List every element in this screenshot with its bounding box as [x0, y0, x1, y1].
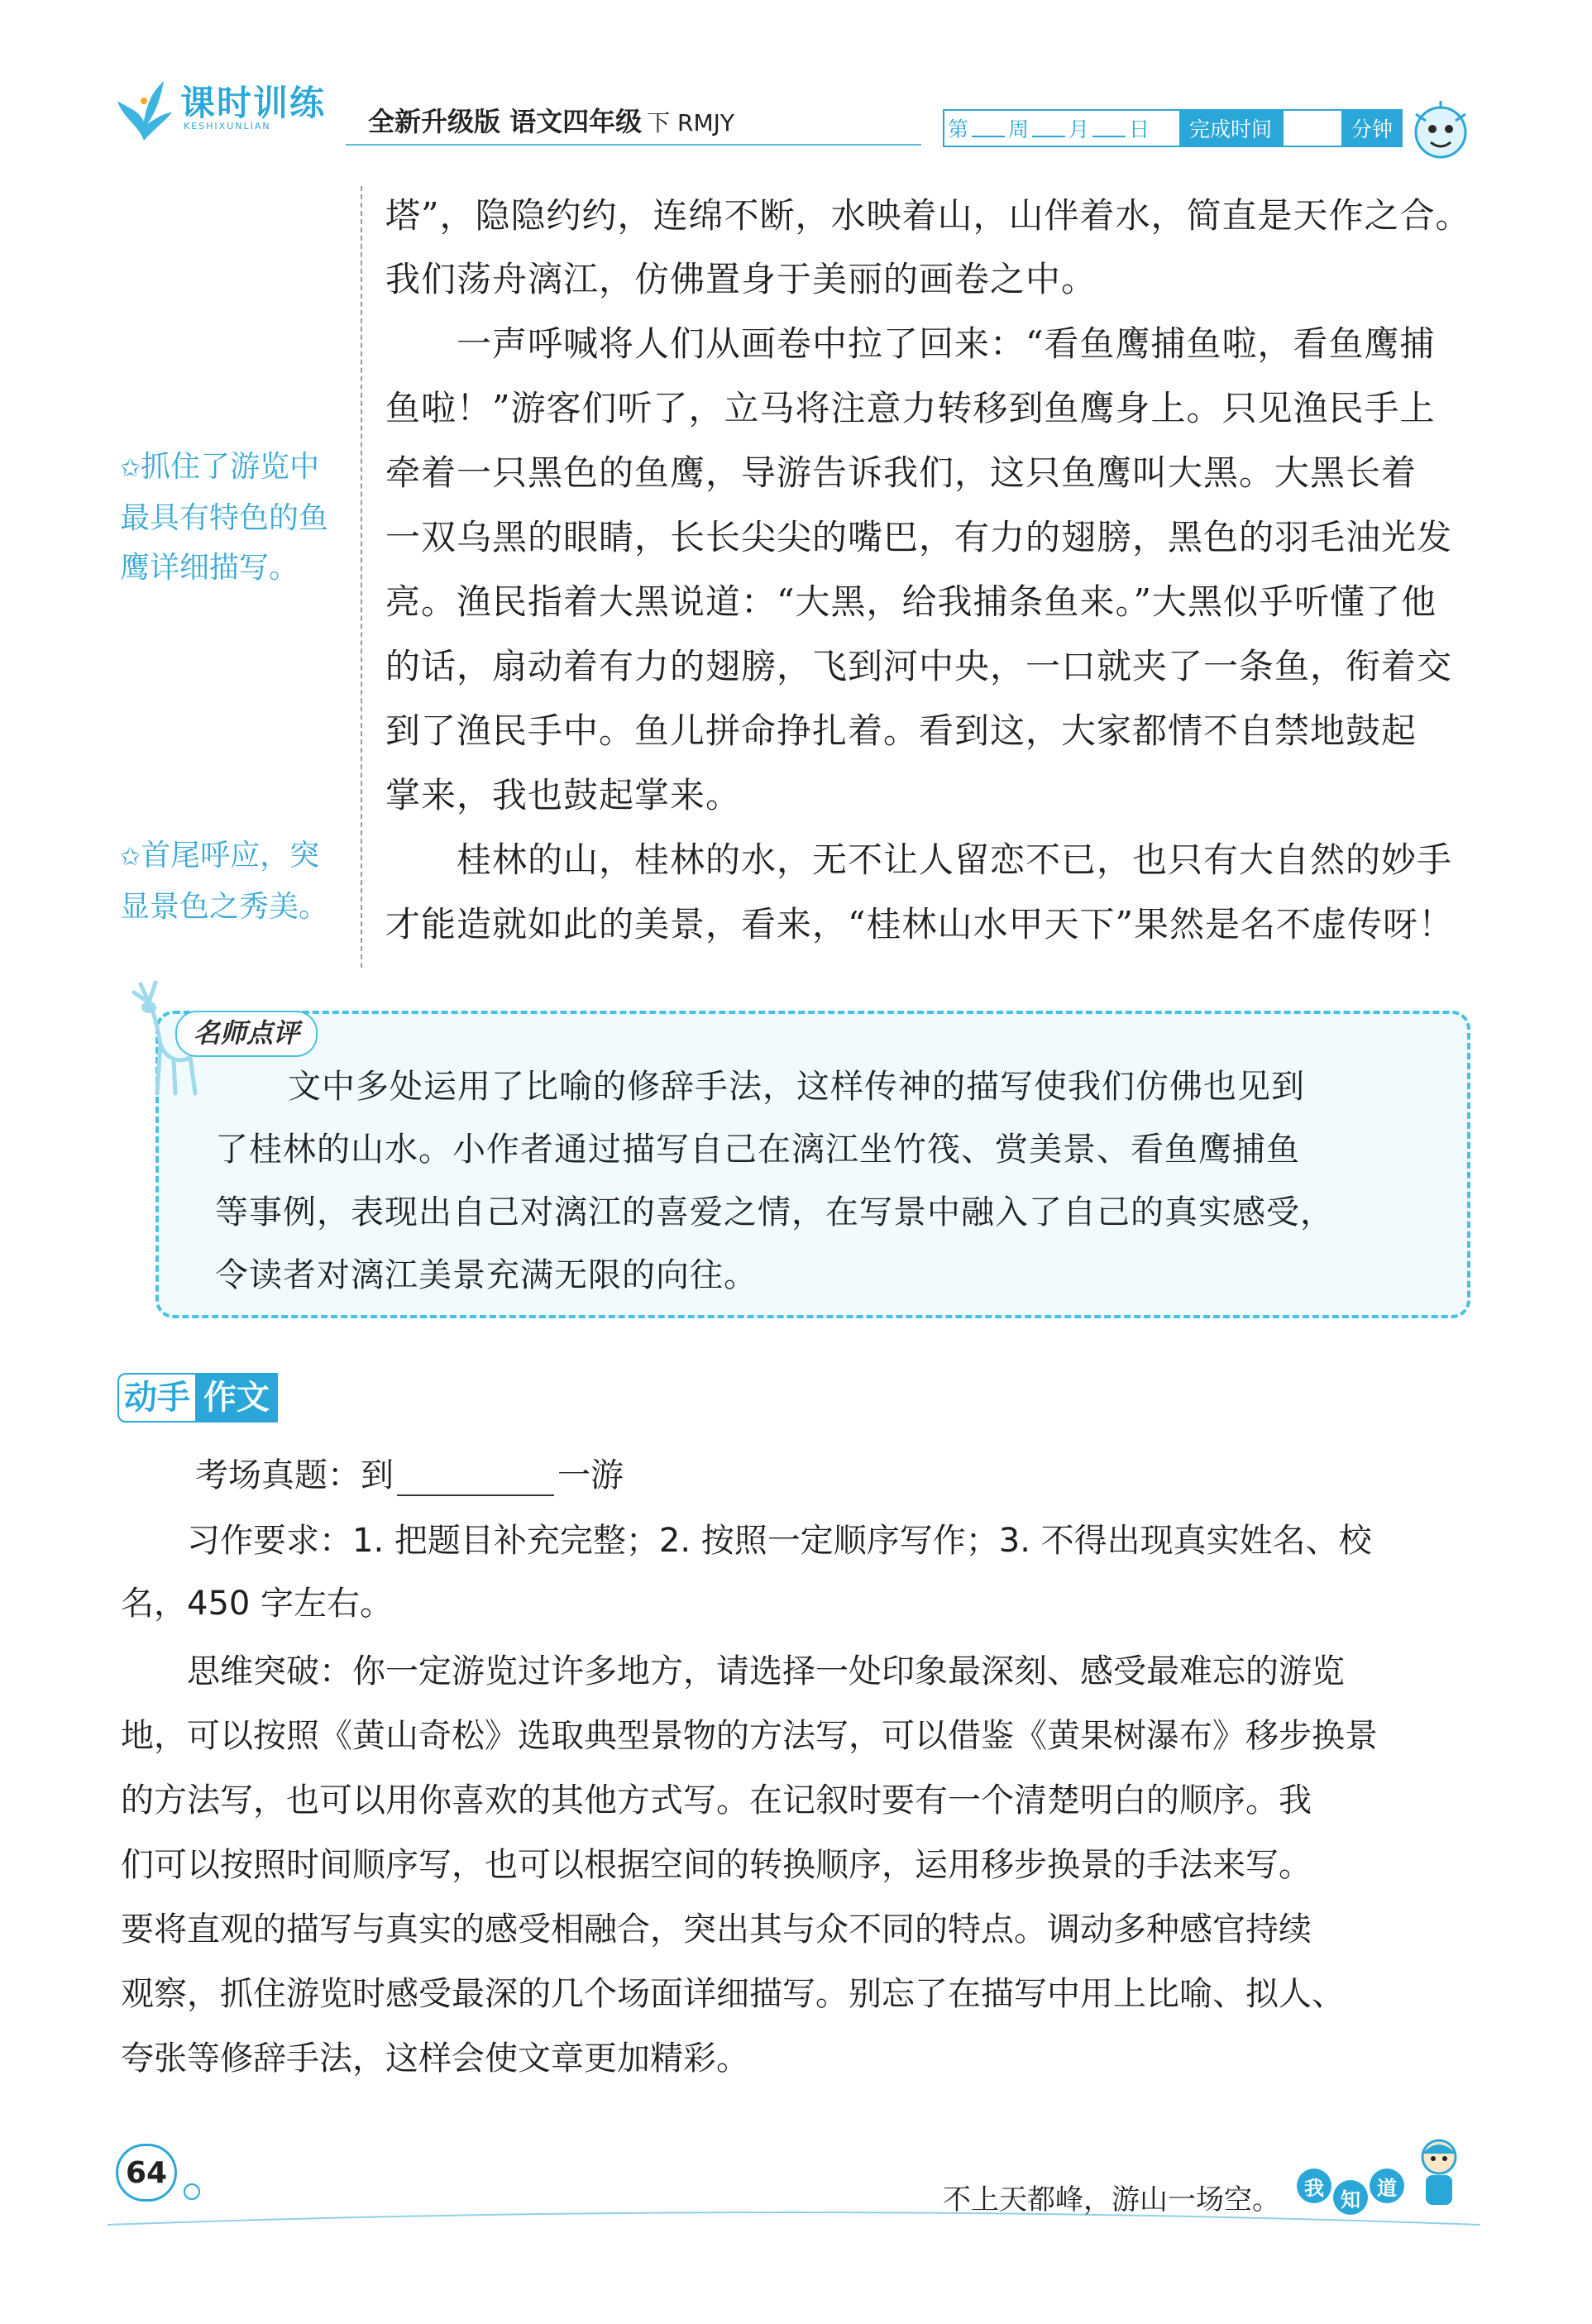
finish-time-blank[interactable]: [1282, 111, 1343, 146]
body-line: 桂林的山，桂林的水，无不让人留恋不已，也只有大自然的妙手: [385, 839, 1453, 880]
margin-note: [120, 831, 356, 932]
body-line: 塔”，隐隐约约，连绵不断，水映着山，山伴着水，简直是天作之合。: [385, 195, 1471, 236]
page-dot-icon: [184, 2183, 200, 2200]
i-know-badge: [1297, 2169, 1406, 2215]
topic-blank[interactable]: [397, 1465, 554, 1496]
page-number: 64: [116, 2144, 177, 2202]
book-title: 全新升级版 语文四年级: [368, 106, 643, 137]
bird-logo-icon: [114, 76, 174, 142]
minutes-label: 分钟: [1343, 111, 1401, 146]
note-line: ✩抓住了游览中: [120, 450, 320, 484]
topic-suffix: 一游: [557, 1456, 624, 1494]
composition-line: 名，450 字左右。: [121, 1585, 394, 1623]
body-line: 鱼啦！”游客们听了，立马将注意力转移到鱼鹰身上。只见渔民手上: [385, 388, 1436, 428]
comment-line: 等事例，表现出自己对漓江的喜爱之情，在写景中融入了自己的真实感受，: [215, 1193, 1334, 1231]
composition-section-header: [117, 1373, 278, 1423]
brand-pinyin: KESHIXUNLIAN: [184, 121, 271, 132]
badge-char: 道: [1370, 2169, 1404, 2203]
comment-line: 了桂林的山水。小作者通过描写自己在漓江坐竹筏、赏美景、看鱼鹰捕鱼: [215, 1131, 1300, 1169]
week-label: 周: [1008, 117, 1030, 141]
composition-line: 地，可以按照《黄山奇松》选取典型景物的方法写，可以借鉴《黄果树瀑布》移步换景: [121, 1717, 1378, 1755]
composition-line: 的方法写，也可以用你喜欢的其他方式写。在记叙时要有一个清楚明白的顺序。我: [121, 1781, 1312, 1820]
note-line: ✩首尾呼应，突: [120, 839, 320, 873]
footer-proverb: 不上天都峰，游山一场空。: [943, 2183, 1280, 2216]
note-line: 鹰详细描写。: [120, 551, 299, 585]
badge-char: 知: [1333, 2180, 1368, 2215]
month-blank[interactable]: [1032, 119, 1065, 137]
composition-line: 观察，抓住游览时感受最深的几个场面详细描写。别忘了在描写中用上比喻、拟人、: [121, 1975, 1345, 2013]
page-header: [0, 0, 1592, 165]
week-blank[interactable]: [972, 119, 1005, 137]
margin-divider: [361, 186, 362, 968]
margin-note: [120, 442, 356, 593]
composition-line: 夸张等修辞手法，这样会使文章更加精彩。: [121, 2039, 749, 2078]
badge-char: 我: [1297, 2169, 1331, 2203]
brand-title: 课时训练: [180, 83, 327, 123]
comment-line: 文中多处运用了比喻的修辞手法，这样传神的描写使我们仿佛也见到: [288, 1068, 1305, 1106]
star-icon: ✩: [120, 454, 141, 483]
body-line: 一双乌黑的眼睛，长长尖尖的嘴巴，有力的翅膀，黑色的羽毛油光发: [385, 517, 1453, 557]
body-line: 的话，扇动着有力的翅膀，飞到河中央，一口就夹了一条鱼，衔着交: [385, 646, 1453, 686]
body-line: 我们荡舟漓江，仿佛置身于美丽的画卷之中。: [385, 259, 1097, 299]
section-head-part-b: 作文: [195, 1373, 278, 1423]
date-record-box: [943, 109, 1403, 147]
header-divider: [346, 144, 921, 146]
body-line: 才能造就如此的美景，看来，“桂林山水甲天下”果然是名不虚传呀！: [385, 904, 1454, 944]
topic-prefix: 考场真题：到: [195, 1456, 394, 1494]
note-line: 显景色之秀美。: [120, 890, 329, 924]
month-label: 月: [1069, 117, 1090, 141]
composition-line: 思维突破：你一定游览过许多地方，请选择一处印象最深刻、感受最难忘的游览: [121, 1652, 1345, 1690]
body-line: 亮。渔民指着大黑说道：“大黑，给我捕条鱼来。”大黑似乎听懂了他: [385, 581, 1437, 622]
mascot-face-icon: [1404, 98, 1474, 164]
comment-line: 令读者对漓江美景充满无限的向往。: [215, 1256, 758, 1294]
book-info: [368, 101, 734, 139]
day-label: 日: [1129, 117, 1150, 141]
body-line: 掌来，我也鼓起掌来。: [385, 775, 742, 815]
star-icon: ✩: [120, 843, 141, 872]
topic-line: [195, 1449, 624, 1496]
body-line: 牵着一只黑色的鱼鹰，导游告诉我们，这只鱼鹰叫大黑。大黑长着: [385, 452, 1418, 493]
finish-time-label: 完成时间: [1179, 111, 1282, 146]
section-head-part-a: 动手: [117, 1373, 195, 1423]
boy-mascot-icon: [1406, 2132, 1472, 2215]
composition-line: 要将直观的描写与真实的感受相融合，突出其与众不同的特点。调动多种感官持续: [121, 1910, 1312, 1949]
comment-tag: 名师点评: [175, 1011, 318, 1057]
book-subtitle: 下 RMJY: [647, 109, 735, 136]
body-line: 一声呼喊将人们从画卷中拉了回来：“看鱼鹰捕鱼啦，看鱼鹰捕: [385, 323, 1436, 364]
note-line: 最具有特色的鱼: [120, 501, 329, 535]
body-line: 到了渔民手中。鱼儿拼命挣扎着。看到这，大家都情不自禁地鼓起: [385, 710, 1418, 751]
week-prefix: 第: [948, 117, 969, 141]
composition-line: 们可以按照时间顺序写，也可以根据空间的转换顺序，运用移步换景的手法来写。: [121, 1846, 1312, 1884]
composition-line: 习作要求：1. 把题目补充完整；2. 按照一定顺序写作；3. 不得出现真实姓名、校: [121, 1522, 1372, 1560]
day-blank[interactable]: [1092, 119, 1126, 137]
